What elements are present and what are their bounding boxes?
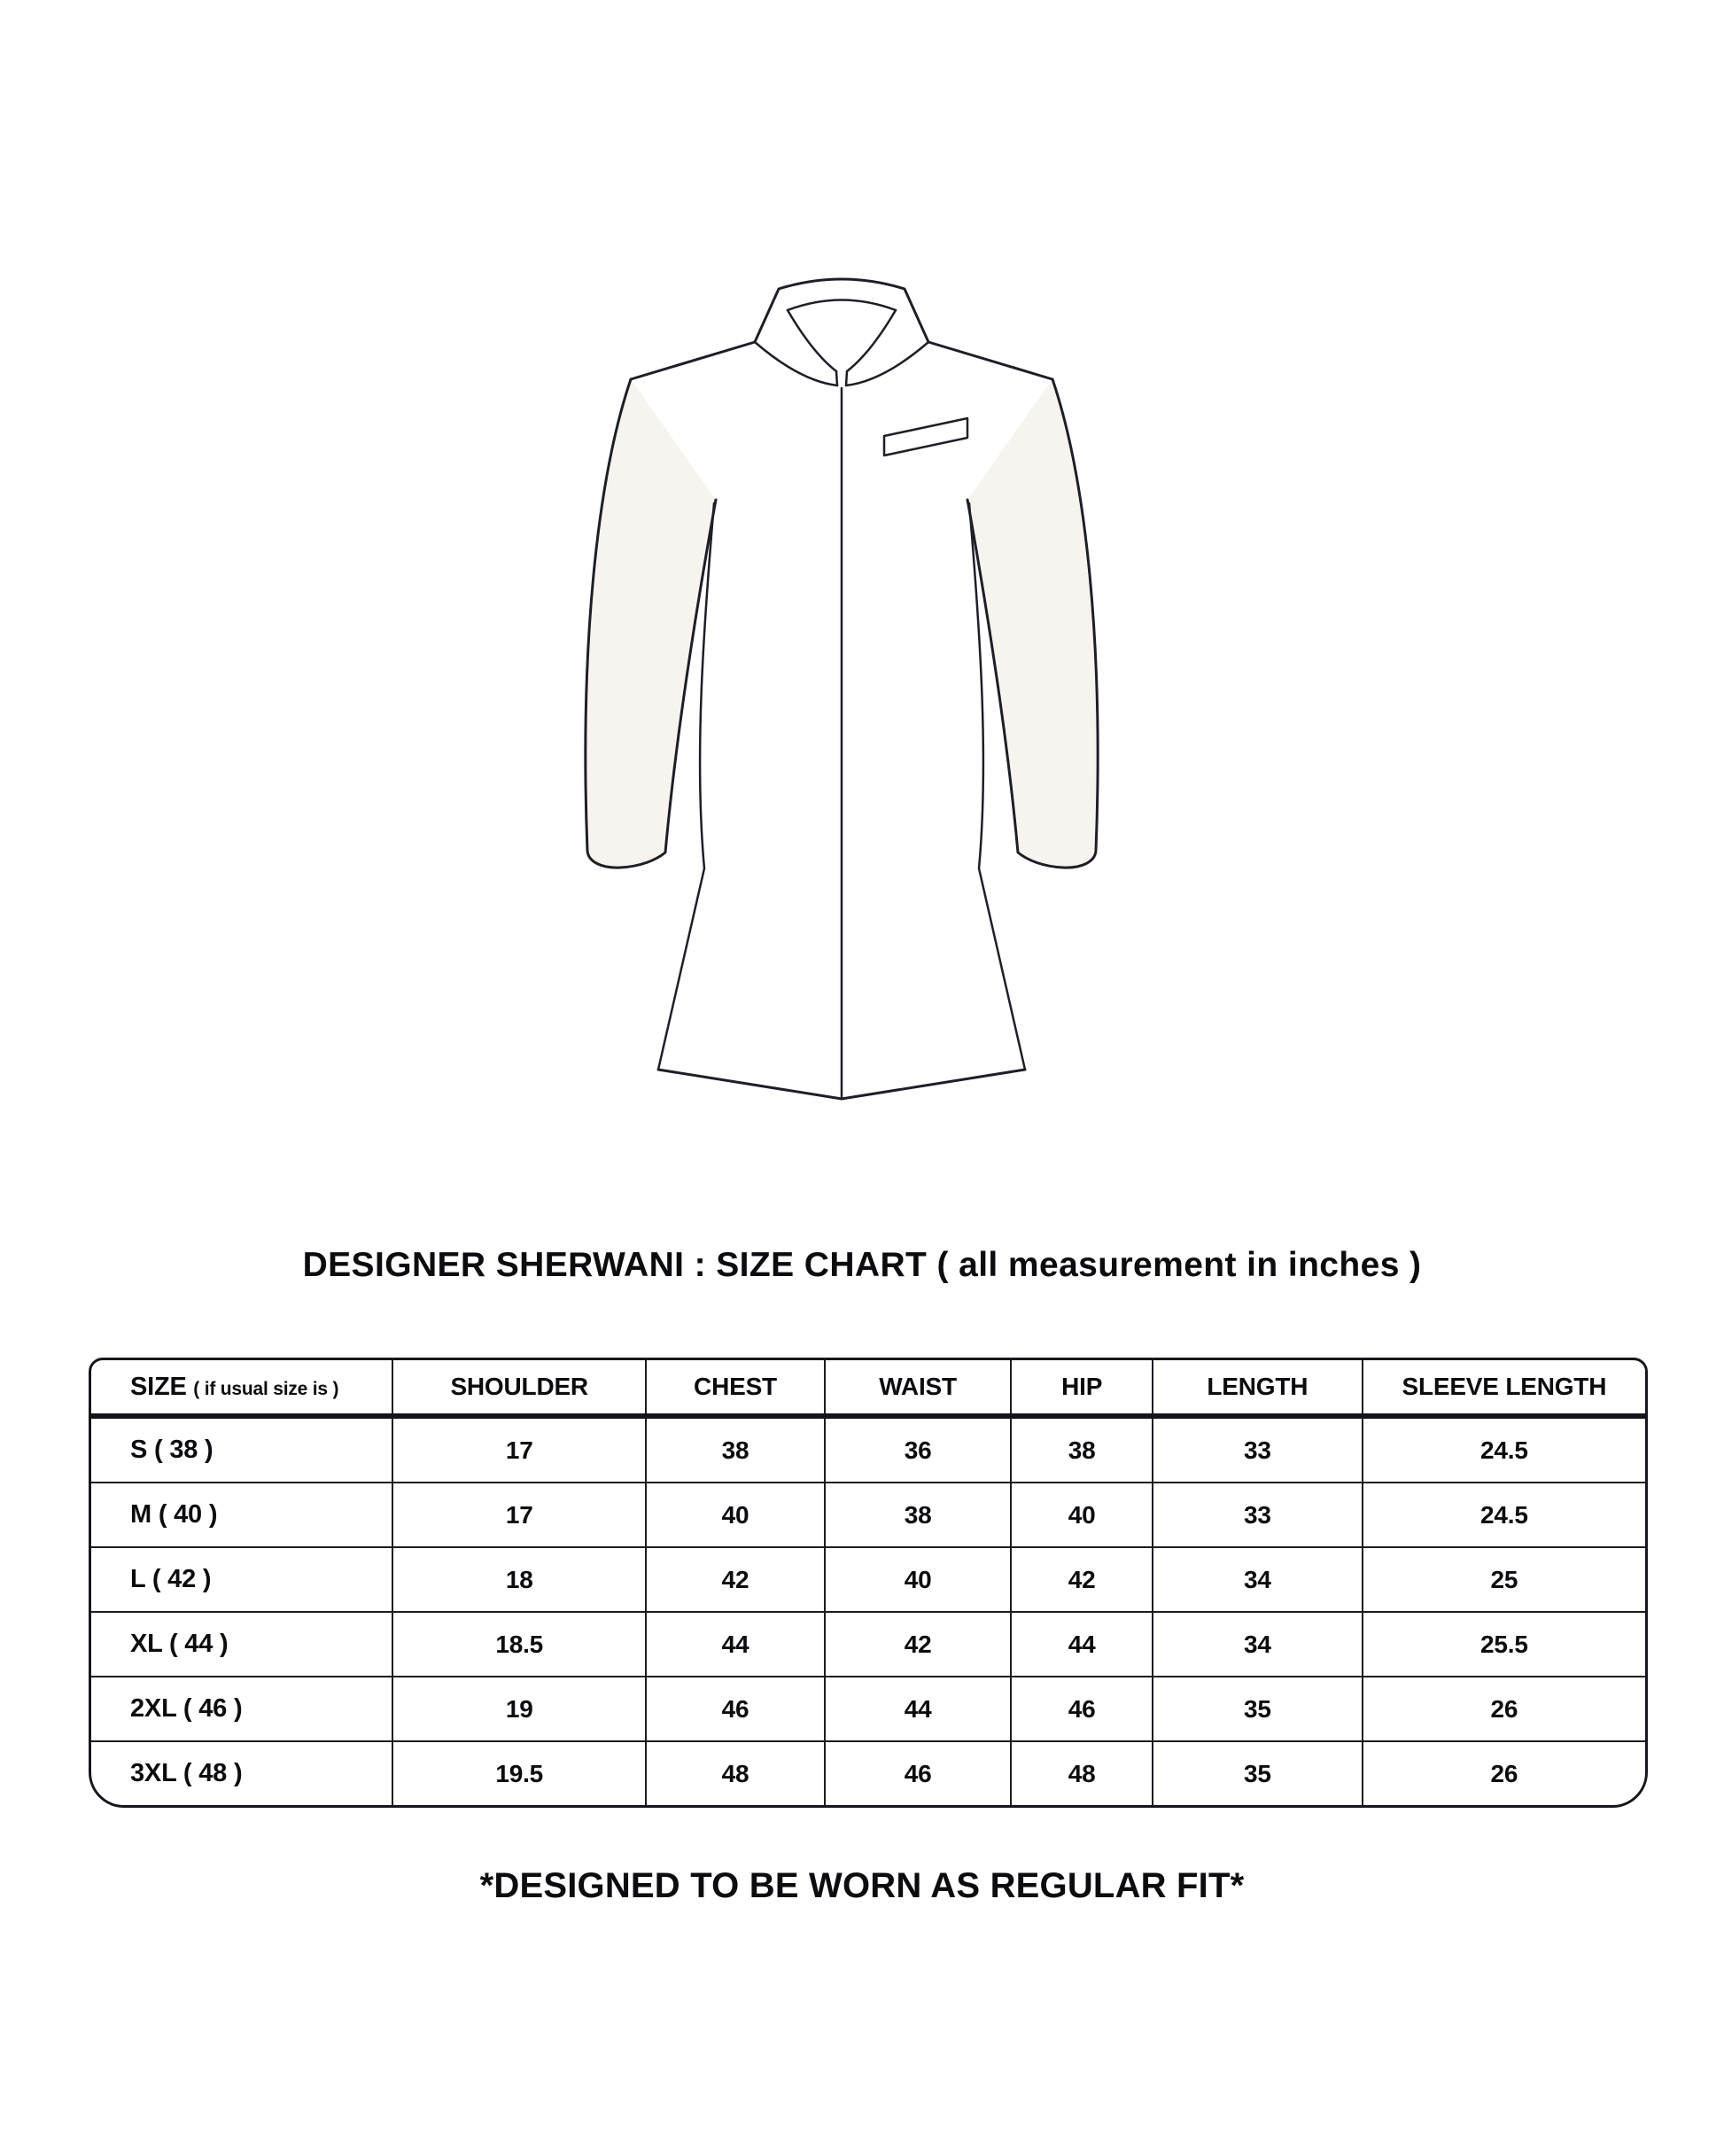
measure-cell: 25.5 [1363,1612,1645,1677]
measure-cell: 33 [1153,1483,1363,1547]
collar-band-left-end [836,371,837,385]
size-cell: XL ( 44 ) [91,1612,392,1677]
table-row [91,1741,1645,1805]
measure-cell: 42 [1011,1547,1153,1612]
measure-cell: 44 [1011,1612,1153,1677]
page-title: DESIGNER SHERWANI : SIZE CHART ( all measurement in inches ) [302,1246,1422,1284]
measure-cell: 18.5 [392,1612,646,1677]
measure-cell: 19 [392,1677,646,1741]
size-cell: L ( 42 ) [91,1547,392,1612]
size-cell: S ( 38 ) [91,1416,392,1483]
column-header-chest: CHEST [646,1360,825,1416]
column-header-hip: HIP [1011,1360,1153,1416]
measure-cell: 26 [1363,1677,1645,1741]
sherwani-illustration [532,266,1152,1117]
measure-cell: 38 [646,1416,825,1483]
measure-cell: 40 [825,1547,1011,1612]
measure-cell: 36 [825,1416,1011,1483]
measure-cell: 46 [646,1677,825,1741]
measure-cell: 46 [1011,1677,1153,1741]
measure-cell: 48 [646,1741,825,1805]
sherwani-flat-sketch-svg [532,266,1152,1117]
measure-cell: 24.5 [1363,1483,1645,1547]
table-header-row [91,1360,1645,1416]
column-header-shoulder: SHOULDER [392,1360,646,1416]
measure-cell: 38 [1011,1416,1153,1483]
measure-cell: 46 [825,1741,1011,1805]
measure-cell: 34 [1153,1547,1363,1612]
measure-cell: 40 [646,1483,825,1547]
table-row [91,1677,1645,1741]
column-header-waist: WAIST [825,1360,1011,1416]
table-row [91,1547,1645,1612]
measure-cell: 33 [1153,1416,1363,1483]
measure-cell: 18 [392,1547,646,1612]
size-header-note: ( if usual size is ) [193,1378,339,1399]
collar-outer [755,279,928,342]
measure-cell: 35 [1153,1741,1363,1805]
fit-note: *DESIGNED TO BE WORN AS REGULAR FIT* [479,1866,1245,1905]
measure-cell: 34 [1153,1612,1363,1677]
measure-cell: 26 [1490,1759,1518,1787]
measure-cell: 17 [392,1416,646,1483]
size-cell: M ( 40 ) [91,1483,392,1547]
measure-cell: 24.5 [1363,1416,1645,1483]
measure-cell: 25 [1363,1547,1645,1612]
size-chart-table [89,1358,1648,1808]
measure-cell: 35 [1153,1677,1363,1741]
size-cell: 3XL ( 48 ) [91,1741,392,1805]
measure-cell: 48 [1011,1741,1153,1805]
table-row [91,1483,1645,1547]
column-header-sleeve-length: SLEEVE LENGTH [1363,1360,1645,1416]
measure-cell: 44 [825,1677,1011,1741]
table-row [91,1612,1645,1677]
column-header-size [91,1360,392,1416]
table-row [91,1416,1645,1483]
measure-cell: 44 [646,1612,825,1677]
collar-band-right-end [846,371,847,385]
measure-cell: 42 [825,1612,1011,1677]
measure-cell: 17 [392,1483,646,1547]
column-header-length: LENGTH [1153,1360,1363,1416]
measure-cell: 19.5 [392,1741,646,1805]
measure-cell: 38 [825,1483,1011,1547]
measure-cell: 42 [646,1547,825,1612]
size-header-label: SIZE [130,1372,187,1401]
size-cell: 2XL ( 46 ) [91,1677,392,1741]
measure-cell: 40 [1011,1483,1153,1547]
